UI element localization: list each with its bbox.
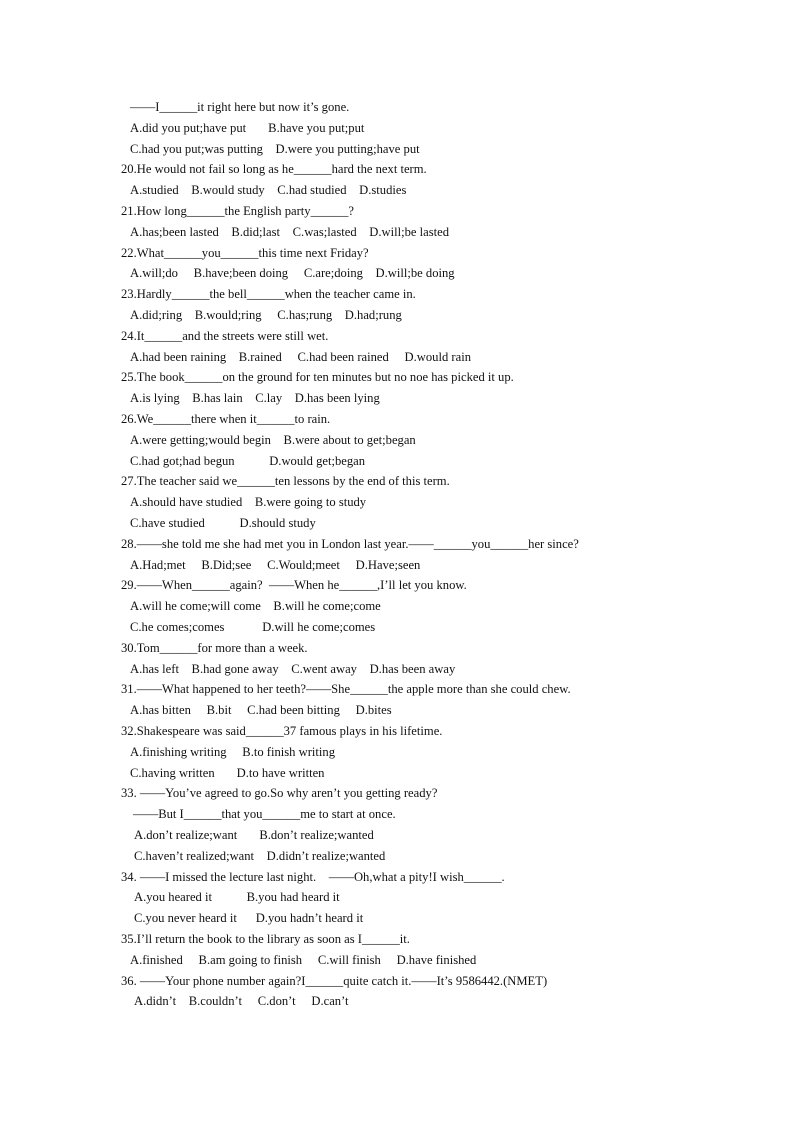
question-36-stem: 36. ——Your phone number again?I______quite catch it.——It’s 9586442.(NMET) [121, 974, 548, 988]
question-24-options: A.had been raining B.rained C.had been rained D.would rain [130, 350, 471, 364]
question-32-stem: 32.Shakespeare was said______37 famous plays in his lifetime. [121, 724, 443, 738]
question-19-stem: ——I______it right here but now it’s gone. [130, 100, 350, 114]
question-25-options: A.is lying B.has lain C.lay D.has been lying [130, 391, 380, 405]
question-35-options: A.finished B.am going to finish C.will finish D.have finished [130, 953, 477, 967]
question-34-options-a-b: A.you heared it B.you had heard it [134, 890, 340, 904]
question-28-options: A.Had;met B.Did;see C.Would;meet D.Have;seen [130, 558, 421, 572]
question-21-options: A.has;been lasted B.did;last C.was;lasted D.will;be lasted [130, 225, 449, 239]
question-22-options: A.will;do B.have;been doing C.are;doing D.will;be doing [130, 266, 455, 280]
question-27-stem: 27.The teacher said we______ten lessons by the end of this term. [121, 474, 450, 488]
question-31-stem: 31.——What happened to her teeth?——She______the apple more than she could chew. [121, 682, 571, 696]
question-29-options-a-b: A.will he come;will come B.will he come;come [130, 599, 381, 613]
question-22-stem: 22.What______you______this time next Friday? [121, 246, 369, 260]
question-19-options-c-d: C.had you put;was putting D.were you putting;have put [130, 142, 420, 156]
question-24-stem: 24.It______and the streets were still wet. [121, 329, 329, 343]
question-35-stem: 35.I’ll return the book to the library as soon as I______it. [121, 932, 410, 946]
question-23-stem: 23.Hardly______the bell______when the teacher came in. [121, 287, 416, 301]
question-25-stem: 25.The book______on the ground for ten minutes but no noe has picked it up. [121, 370, 514, 384]
question-21-stem: 21.How long______the English party______? [121, 204, 354, 218]
question-20-options: A.studied B.would study C.had studied D.studies [130, 183, 407, 197]
question-29-options-c-d: C.he comes;comes D.will he come;comes [130, 620, 376, 634]
question-33-options-a-b: A.don’t realize;want B.don’t realize;wanted [134, 828, 374, 842]
question-30-options: A.has left B.had gone away C.went away D.has been away [130, 662, 456, 676]
question-33-stem: 33. ——You’ve agreed to go.So why aren’t you getting ready? [121, 786, 438, 800]
question-20-stem: 20.He would not fail so long as he______hard the next term. [121, 162, 427, 176]
question-34-options-c-d: C.you never heard it D.you hadn’t heard it [134, 911, 364, 925]
question-27-options-a-b: A.should have studied B.were going to study [130, 495, 367, 509]
question-32-options-c-d: C.having written D.to have written [130, 766, 325, 780]
question-33-response: ——But I______that you______me to start at once. [133, 807, 396, 821]
question-28-stem: 28.——she told me she had met you in London last year.——______you______her since? [121, 537, 579, 551]
question-36-options: A.didn’t B.couldn’t C.don’t D.can’t [134, 994, 349, 1008]
question-19-options-a-b: A.did you put;have put B.have you put;put [130, 121, 365, 135]
question-33-options-c-d: C.haven’t realized;want D.didn’t realize;wanted [134, 849, 386, 863]
question-32-options-a-b: A.finishing writing B.to finish writing [130, 745, 335, 759]
question-27-options-c-d: C.have studied D.should study [130, 516, 316, 530]
question-26-options-a-b: A.were getting;would begin B.were about to get;began [130, 433, 416, 447]
question-34-stem: 34. ——I missed the lecture last night. ——Oh,what a pity!I wish______. [121, 870, 505, 884]
question-30-stem: 30.Tom______for more than a week. [121, 641, 308, 655]
question-29-stem: 29.——When______again? ——When he______,I’ll let you know. [121, 578, 467, 592]
question-26-stem: 26.We______there when it______to rain. [121, 412, 331, 426]
question-31-options: A.has bitten B.bit C.had been bitting D.bites [130, 703, 392, 717]
question-23-options: A.did;ring B.would;ring C.has;rung D.had;rung [130, 308, 402, 322]
question-26-options-c-d: C.had got;had begun D.would get;began [130, 454, 366, 468]
